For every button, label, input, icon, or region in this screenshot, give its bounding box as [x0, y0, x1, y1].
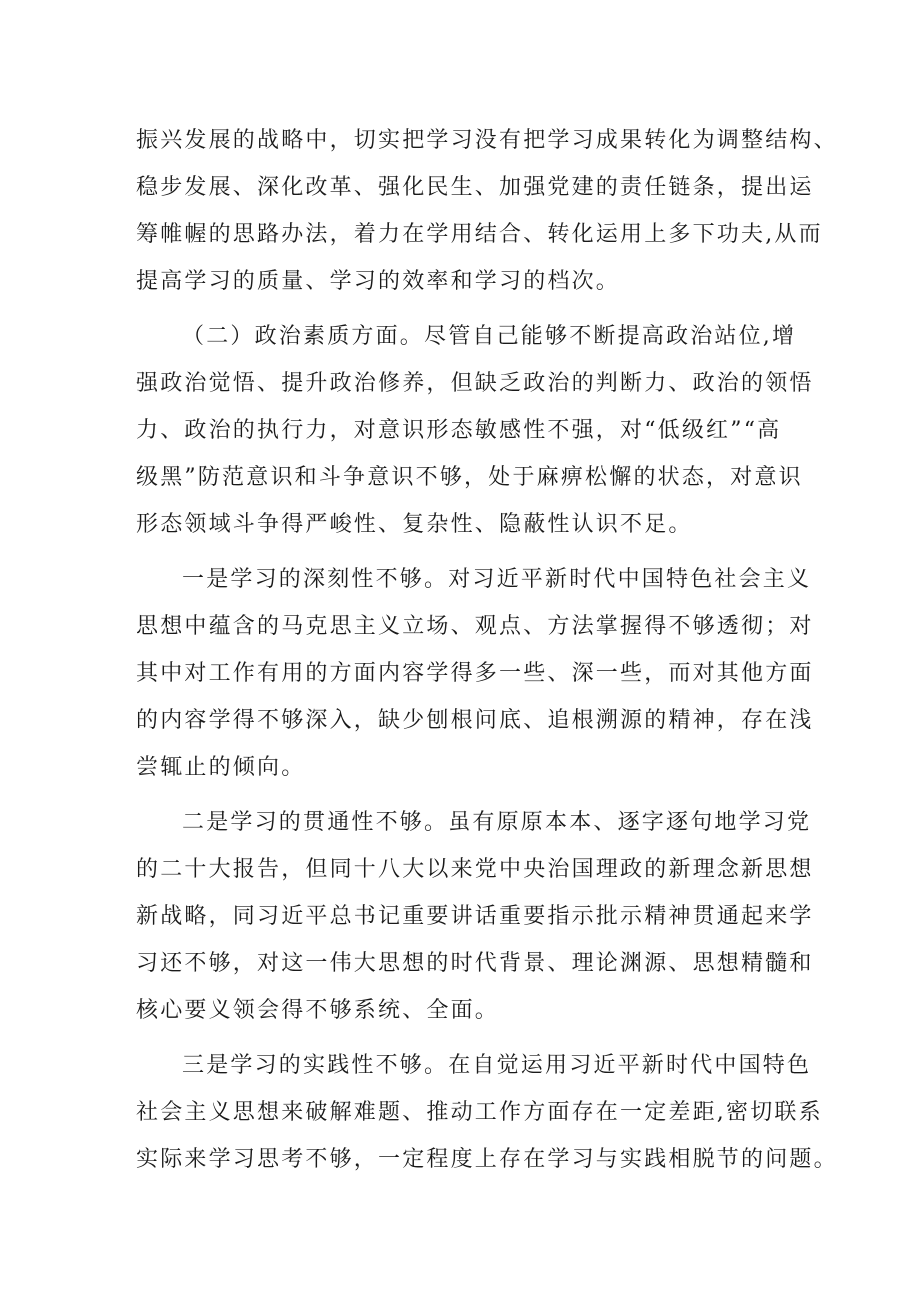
text-line: 的内容学得不够深入，缺少刨根问底、追根溯源的精神，存在浅 [136, 708, 814, 733]
text-line: 强政治觉悟、提升政治修养，但缺乏政治的判断力、政治的领悟 [136, 371, 814, 396]
paragraph-continuation [136, 117, 838, 305]
paragraph-practice [136, 1042, 838, 1183]
text-line: 级黑”防范意识和斗争意识不够，处于麻痹松懈的状态，对意识 [136, 465, 803, 490]
paragraph-political-quality [136, 313, 814, 548]
text-line: 提高学习的质量、学习的效率和学习的档次。 [136, 269, 621, 294]
text-line: 一是学习的深刻性不够。对习近平新时代中国特色社会主义 [182, 567, 812, 592]
text-line: 新战略，同习近平总书记重要讲话重要指示批示精神贯通起来学 [136, 904, 814, 929]
text-line: 的二十大报告，但同十八大以来党中央治国理政的新理念新思想 [136, 857, 814, 882]
document-body [136, 117, 838, 1183]
text-line: 稳步发展、深化改革、强化民生、加强党建的责任链条，提出运 [136, 175, 814, 200]
text-line: 思想中蕴含的马克思主义立场、观点、方法掌握得不够透彻；对 [136, 614, 814, 639]
text-line: 二是学习的贯通性不够。虽有原原本本、逐字逐句地学习党 [182, 810, 812, 835]
text-line: 实际来学习思考不够，一定程度上存在学习与实践相脱节的问题。 [136, 1147, 838, 1172]
text-line: 形态领域斗争得严峻性、复杂性、隐蔽性认识不足。 [136, 512, 693, 537]
text-line: 习还不够，对这一伟大思想的时代背景、理论渊源、思想精髓和 [136, 951, 814, 976]
text-line: 三是学习的实践性不够。在自觉运用习近平新时代中国特色 [182, 1053, 812, 1078]
text-line: 振兴发展的战略中，切实把学习没有把学习成果转化为调整结构、 [136, 128, 838, 153]
text-line: 力、政治的执行力，对意识形态敏感性不强，对“低级红”“高 [136, 418, 782, 443]
text-line: 社会主义思想来破解难题、推动工作方面存在一定差距,密切联系 [136, 1100, 823, 1125]
text-line: 筹帷幄的思路办法，着力在学用结合、转化运用上多下功夫,从而 [136, 222, 823, 247]
text-line: 核心要义领会得不够系统、全面。 [136, 998, 500, 1023]
paragraph-coherence [136, 799, 814, 1034]
text-line: 其中对工作有用的方面内容学得多一些、深一些，而对其他方面 [136, 661, 814, 686]
text-line: （二）政治素质方面。尽管自己能够不断提高政治站位,增 [182, 324, 797, 349]
text-line: 尝辄止的倾向。 [136, 755, 306, 780]
paragraph-depth [136, 556, 814, 791]
